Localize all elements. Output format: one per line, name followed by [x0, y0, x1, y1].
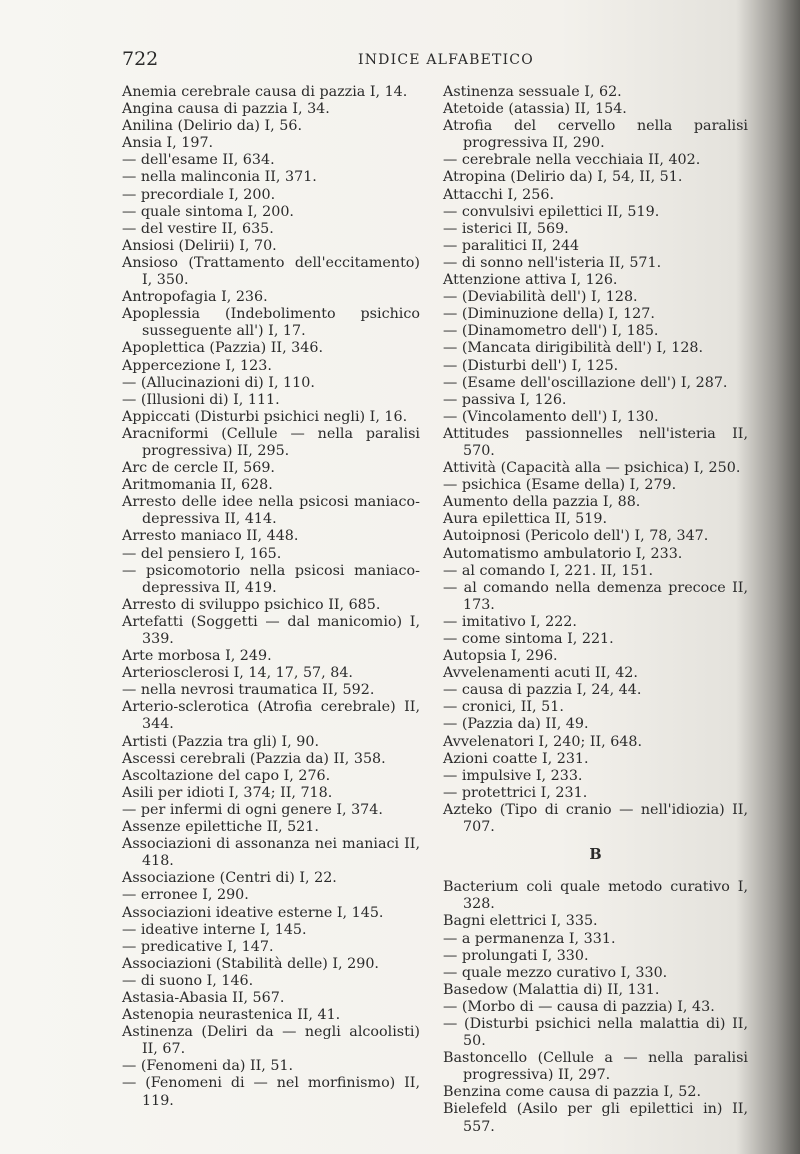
index-entry: Autopsia I, 296. [443, 648, 558, 665]
index-entry: Apoplettica (Pazzia) II, 346. [122, 340, 323, 357]
index-entry: Assenze epilettiche II, 521. [122, 819, 319, 836]
index-entry: — protettrici I, 231. [443, 784, 588, 801]
index-entry: Arterio-sclerotica (Atrofia cerebrale) II, 344. [122, 699, 420, 733]
index-entry: Arteriosclerosi I, 14, 17, 57, 84. [122, 665, 353, 682]
index-entry: — del vestire II, 635. [122, 220, 274, 237]
index-entry: Ansioso (Trattamento dell'eccitamento) I, 350. [122, 254, 420, 289]
index-entry: — isterici II, 569. [443, 220, 569, 237]
index-entry: — come sintoma I, 221. [443, 631, 614, 647]
index-entry: Arresto maniaco II, 448. [122, 528, 299, 545]
running-title: INDICE ALFABETICO [358, 52, 534, 68]
index-entry: Artisti (Pazzia tra gli) I, 90. [122, 733, 320, 750]
index-entry: — passiva I, 126. [443, 391, 567, 408]
index-entry: — (Deviabilità dell') I, 128. [443, 289, 638, 306]
index-entry: Azteko (Tipo di cranio — nell'idiozia) II, 707. [443, 801, 748, 836]
index-entry: Aura epilettica II, 519. [443, 511, 608, 528]
index-entry: — (Fenomeni di — nel morfinismo) II, 119. [122, 1075, 420, 1109]
index-entry: Basedow (Malattia di) II, 131. [443, 981, 660, 998]
page-header [122, 48, 762, 74]
index-entry: Avvelenamenti acuti II, 42. [443, 665, 638, 682]
index-entry: Ansiosi (Delirii) I, 70. [122, 237, 277, 254]
index-entry: Associazioni (Stabilità delle) I, 290. [122, 955, 379, 972]
index-entry: — (Fenomeni da) II, 51. [122, 1058, 294, 1075]
index-entry: Antropofagia I, 236. [122, 289, 268, 306]
index-entry: Anilina (Delirio da) I, 56. [122, 118, 303, 135]
index-entry: Astenopia neurastenica II, 41. [122, 1007, 341, 1024]
index-entry: — (Morbo di — causa di pazzia) I, 43. [443, 998, 715, 1015]
index-entry: Aracniformi (Cellule — nella paralisi progressiva) II, 295. [122, 425, 420, 459]
index-entry: — paralitici II, 244 [443, 237, 580, 254]
index-entry: — del pensiero I, 165. [122, 545, 282, 562]
index-entry: Artefatti (Soggetti — dal manicomio) I, 339. [122, 613, 420, 647]
index-entry: Bacterium coli quale metodo curativo I, 328. [443, 879, 748, 913]
index-entry: — per infermi di ogni genere I, 374. [122, 801, 383, 818]
index-entry: — (Esame dell'oscillazione dell') I, 287. [443, 374, 728, 391]
index-entry: Bagni elettrici I, 335. [443, 913, 598, 930]
index-entry: — cronici, II, 51. [443, 699, 564, 716]
index-entry: — al comando nella demenza precoce II, 173. [443, 579, 748, 613]
index-entry: Astinenza (Deliri da — negli alcoolisti) II, 67. [122, 1024, 420, 1058]
index-entry: Atetoide (atassia) II, 154. [443, 101, 627, 118]
index-entry: Avvelenatori I, 240; II, 648. [443, 733, 643, 750]
index-entry: Ansia I, 197. [122, 135, 214, 152]
index-entry: Arte morbosa I, 249. [122, 648, 272, 665]
index-entry: Bastoncello (Cellule a — nella paralisi progressiva) II, 297. [443, 1050, 748, 1084]
page-number: 722 [122, 48, 159, 70]
index-entry: — prolungati I, 330. [443, 947, 589, 964]
index-entry: — causa di pazzia I, 24, 44. [443, 682, 642, 699]
index-entry: Aumento della pazzia I, 88. [443, 494, 641, 511]
index-entry: Apoplessia (Indebolimento psichico susseguente all') I, 17. [122, 306, 420, 340]
index-entry: Attenzione attiva I, 126. [443, 272, 618, 289]
index-entry: — (Vincolamento dell') I, 130. [443, 408, 659, 425]
index-entry: — ideative interne I, 145. [122, 921, 307, 938]
index-entry: Aritmomania II, 628. [122, 477, 273, 494]
index-entry: — a permanenza I, 331. [443, 930, 616, 947]
index-entry: Anemia cerebrale causa di pazzia I, 14. [122, 84, 408, 100]
index-entry: — (Disturbi dell') I, 125. [443, 357, 619, 374]
index-entry: Arresto di sviluppo psichico II, 685. [122, 596, 381, 613]
index-entry: — quale sintoma I, 200. [122, 203, 294, 220]
index-entries-a [443, 84, 748, 836]
index-entry: Angina causa di pazzia I, 34. [122, 101, 330, 118]
index-entry: — (Disturbi psichici nella malattia di) II, 50. [443, 1015, 748, 1050]
index-entry: — nella nevrosi traumatica II, 592. [122, 682, 375, 699]
index-entry: — erronee I, 290. [122, 887, 249, 904]
index-entry: Asili per idioti I, 374; II, 718. [122, 784, 333, 801]
index-entry: — impulsive I, 233. [443, 767, 583, 784]
index-entry: — di sonno nell'isteria II, 571. [443, 254, 662, 271]
index-entry: — convulsivi epilettici II, 519. [443, 203, 660, 220]
index-entry: — psicomotorio nella psicosi maniaco-depressiva II, 419. [122, 562, 420, 596]
index-entry: Benzina come causa di pazzia I, 52. [443, 1084, 702, 1101]
index-entry: Bielefeld (Asilo per gli epilettici in) II, 557. [443, 1101, 748, 1135]
index-entry: Atropina (Delirio da) I, 54, II, 51. [443, 169, 683, 186]
index-entry: Atrofia del cervello nella paralisi progressiva II, 290. [443, 118, 748, 152]
index-entry: Arc de cercle II, 569. [122, 460, 275, 477]
index-entry: Appiccati (Disturbi psichici negli) I, 16. [122, 408, 408, 425]
index-entry: — (Dinamometro dell') I, 185. [443, 323, 659, 340]
index-entry: — dell'esame II, 634. [122, 152, 275, 169]
index-entry: Ascoltazione del capo I, 276. [122, 767, 331, 784]
index-entry: Astasia-Abasia II, 567. [122, 989, 285, 1006]
index-entry: — psichica (Esame della) I, 279. [443, 477, 677, 494]
index-entry: — imitativo I, 222. [443, 613, 577, 630]
index-entries-b [443, 879, 748, 1135]
index-entry: — (Pazzia da) II, 49. [443, 716, 589, 733]
index-entry: Attitudes passionnelles nell'isteria II, 570. [443, 425, 748, 459]
index-entry: Azioni coatte I, 231. [443, 750, 589, 767]
index-entry: Associazioni ideative esterne I, 145. [122, 904, 384, 921]
index-column-right [443, 84, 748, 1136]
index-entry: — (Allucinazioni di) I, 110. [122, 374, 315, 391]
index-entry: Appercezione I, 123. [122, 357, 272, 374]
index-entry: — nella malinconia II, 371. [122, 169, 317, 186]
index-entry: Astinenza sessuale I, 62. [443, 84, 622, 100]
index-entry: Arresto delle idee nella psicosi maniaco-depressiva II, 414. [122, 494, 420, 528]
index-entry: Attacchi I, 256. [443, 186, 554, 203]
index-entry: Associazioni di assonanza nei maniaci II, 418. [122, 836, 420, 870]
index-entry: — (Mancata dirigibilità dell') I, 128. [443, 340, 704, 357]
index-entry: — (Illusioni di) I, 111. [122, 391, 280, 408]
index-entry: — quale mezzo curativo I, 330. [443, 964, 668, 981]
index-entry: — precordiale I, 200. [122, 186, 276, 203]
index-entry: Autoipnosi (Pericolo dell') I, 78, 347. [443, 528, 709, 545]
index-entry: Attività (Capacità alla — psichica) I, 250. [443, 460, 741, 477]
index-entry: — predicative I, 147. [122, 938, 274, 955]
index-entry: — di suono I, 146. [122, 972, 254, 989]
index-entry: — al comando I, 221. II, 151. [443, 562, 654, 579]
index-entry: Ascessi cerebrali (Pazzia da) II, 358. [122, 750, 386, 767]
section-letter: B [589, 846, 602, 864]
index-entry: Associazione (Centri di) I, 22. [122, 870, 337, 887]
index-column-left [122, 84, 420, 1110]
index-entry: — (Diminuzione della) I, 127. [443, 306, 655, 323]
index-entry: — cerebrale nella vecchiaia II, 402. [443, 152, 701, 169]
index-entry: Automatismo ambulatorio I, 233. [443, 545, 683, 562]
